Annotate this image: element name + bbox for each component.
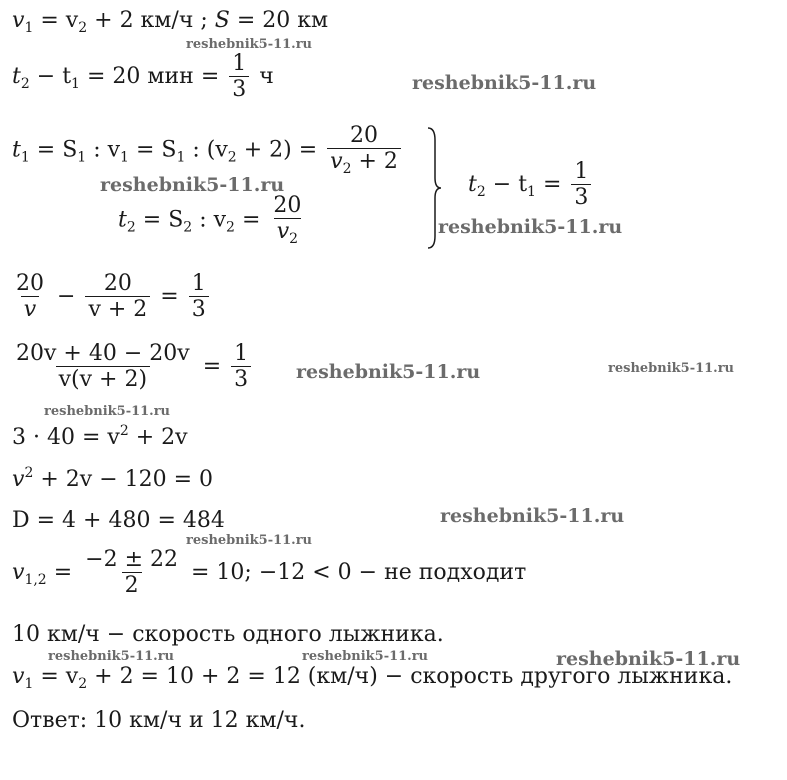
watermark: reshebnik5-11.ru (186, 37, 313, 52)
watermark: reshebnik5-11.ru (44, 404, 171, 419)
equation-product: $3 \cdot 40 = v^2 + 2v$ (12, 423, 188, 450)
watermark: reshebnik5-11.ru (608, 361, 735, 376)
fraction-one-third: $\frac{1}{3}$ (189, 272, 209, 322)
watermark: reshebnik5-11.ru (440, 505, 625, 527)
fraction-20-over-v-plus-2: $\frac{20}{v + 2}$ (85, 272, 150, 322)
fraction-combined: $\frac{20v + 40 - 20v}{v(v + 2)}$ (16, 341, 190, 393)
discriminant: D = 4 + 480 = 484 (12, 508, 225, 533)
watermark: reshebnik5-11.ru (556, 648, 741, 670)
fraction-roots: $\frac{-2 \pm 22}{2}$ (85, 547, 178, 599)
fraction-20-over-v: $\frac{20}{v}$ (16, 271, 44, 323)
fraction-one-third: $\frac{1}{3}$ (229, 52, 249, 102)
watermark: reshebnik5-11.ru (186, 533, 313, 548)
time-difference: $t_2 - t_1 = 20$ мин = $\frac{1}{3}$ ч (12, 51, 274, 103)
watermark: reshebnik5-11.ru (296, 361, 481, 383)
roots-line: $v_{1,2}$ = $\frac{-2 \pm 22}{2}$ = 10; −12 < 0 − не подходит (12, 547, 527, 599)
time-t1-expression: $t_1 = S_1$ : $v_1 = S_1$ : $(v_2 + 2)$ = $\frac{20}{v_2 + 2}$ (12, 124, 404, 177)
time-t2-expression: $t_2 = S_2$ : $v_2$ = $\frac{20}{v_2}$ (118, 194, 307, 247)
watermark: reshebnik5-11.ru (438, 216, 623, 238)
fraction-20-over-v2: $\frac{20}{v_2}$ (273, 193, 302, 248)
second-skier-speed: $v_1 = v_2 + 2 = 10 + 2 = 12$ (км/ч) − скорость другого лыжника. (12, 664, 733, 692)
watermark: reshebnik5-11.ru (100, 174, 285, 196)
fraction-20-over-v2-plus-2: $\frac{20}{v_2 + 2}$ (327, 124, 401, 177)
watermark: reshebnik5-11.ru (412, 72, 597, 94)
answer-line: Ответ: 10 км/ч и 12 км/ч. (12, 708, 306, 733)
first-skier-speed: 10 км/ч − скорость одного лыжника. (12, 622, 444, 647)
fraction-one-third: $\frac{1}{3}$ (571, 160, 591, 210)
equation-common-denominator: $\frac{20v + 40 - 20v}{v(v + 2)}$ = $\frac{1}{3}$ (10, 342, 254, 392)
watermark: reshebnik5-11.ru (302, 649, 429, 664)
quadratic-equation: $v^2 + 2v - 120 = 0$ (12, 465, 214, 492)
system-condition: $t_2 - t_1$ = $\frac{1}{3}$ (468, 160, 594, 210)
watermark: reshebnik5-11.ru (48, 649, 175, 664)
fraction-one-third: $\frac{1}{3}$ (231, 342, 251, 392)
given-speed-distance: $v_1 = v_2 + 2$ км/ч ; S = 20 км (12, 8, 329, 36)
equation-fractions: $\frac{20}{v}$ − $\frac{20}{v + 2}$ = $\frac{1}{3}$ (10, 272, 212, 322)
